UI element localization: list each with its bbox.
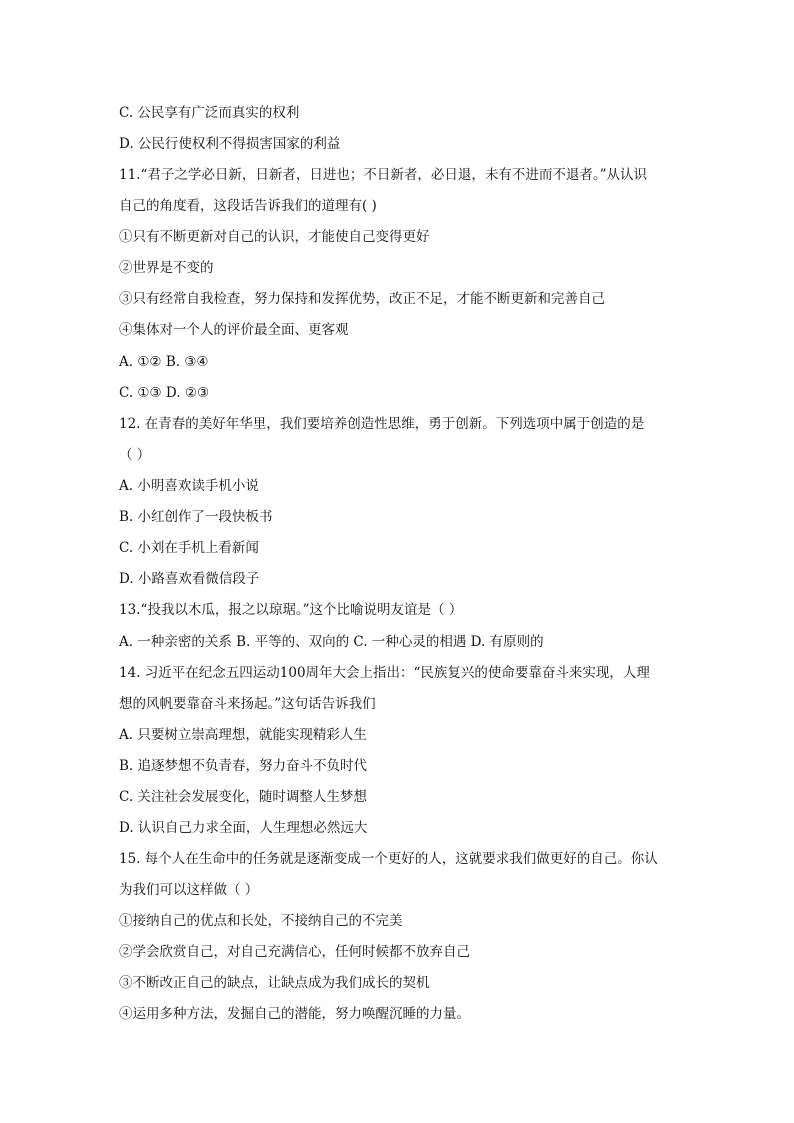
q11-statement-3: ③只有经常自我检查，努力保持和发挥优势，改正不足，才能不断更新和完善自己: [119, 291, 605, 307]
q12-option-b: B. 小红创作了一段快板书: [119, 509, 273, 525]
q14-option-a: A. 只要树立崇高理想，就能实现精彩人生: [119, 727, 367, 743]
q15-statement-2: ②学会欣赏自己，对自己充满信心，任何时候都不放弃自己: [119, 944, 470, 960]
q15-statement-4: ④运用多种方法，发掘自己的潜能，努力唤醒沉睡的力量。: [119, 1006, 470, 1022]
q14-option-b: B. 追逐梦想不负青春，努力奋斗不负时代: [119, 758, 368, 774]
q11-statement-2: ②世界是不变的: [119, 260, 214, 276]
q11-options-ab: A. ①② B. ③④: [119, 354, 209, 370]
q14-option-d: D. 认识自己力求全面，人生理想必然远大: [119, 820, 368, 836]
question-12-line-2: （ ）: [119, 447, 151, 463]
q15-statement-1: ①接纳自己的优点和长处，不接纳自己的不完美: [119, 913, 403, 929]
option-c-q10: C. 公民享有广泛而真实的权利: [119, 105, 300, 121]
q12-option-c: C. 小刘在手机上看新闻: [119, 540, 259, 556]
question-14-line-1: 14. 习近平在纪念五四运动100周年大会上指出：“民族复兴的使命要靠奋斗来实现，人理: [119, 665, 650, 681]
q11-statement-4: ④集体对一个人的评价最全面、更客观: [119, 322, 349, 338]
q14-option-c: C. 关注社会发展变化，随时调整人生梦想: [119, 789, 367, 805]
question-14-line-2: 想的风帆要靠奋斗来扬起。”这句话告诉我们: [119, 696, 376, 712]
question-15-line-1: 15. 每个人在生命中的任务就是逐渐变成一个更好的人，这就要求我们做更好的自己。你认: [119, 851, 658, 867]
option-d-q10: D. 公民行使权利不得损害国家的利益: [119, 136, 341, 152]
q11-statement-1: ①只有不断更新对自己的认识，才能使自己变得更好: [119, 229, 430, 245]
question-13: 13.“投我以木瓜，报之以琼琚。”这个比喻说明友谊是（ ）: [119, 602, 463, 618]
q13-options: A. 一种亲密的关系 B. 平等的、双向的 C. 一种心灵的相遇 D. 有原则的: [119, 634, 544, 650]
question-15-line-2: 为我们可以这样做（ ）: [119, 882, 259, 898]
q11-options-cd: C. ①③ D. ②③: [119, 385, 210, 401]
q12-option-a: A. 小明喜欢读手机小说: [119, 478, 259, 494]
question-12-line-1: 12. 在青春的美好年华里，我们要培养创造性思维，勇于创新。下列选项中属于创造的是: [119, 416, 645, 432]
q15-statement-3: ③不断改正自己的缺点，让缺点成为我们成长的契机: [119, 975, 430, 991]
q12-option-d: D. 小路喜欢看微信段子: [119, 571, 260, 587]
question-11-line-1: 11.“君子之学必日新，日新者，日进也；不日新者，必日退，未有不进而不退者。”从认识: [119, 167, 648, 183]
question-11-line-2: 自己的角度看，这段话告诉我们的道理有( ): [119, 198, 377, 214]
